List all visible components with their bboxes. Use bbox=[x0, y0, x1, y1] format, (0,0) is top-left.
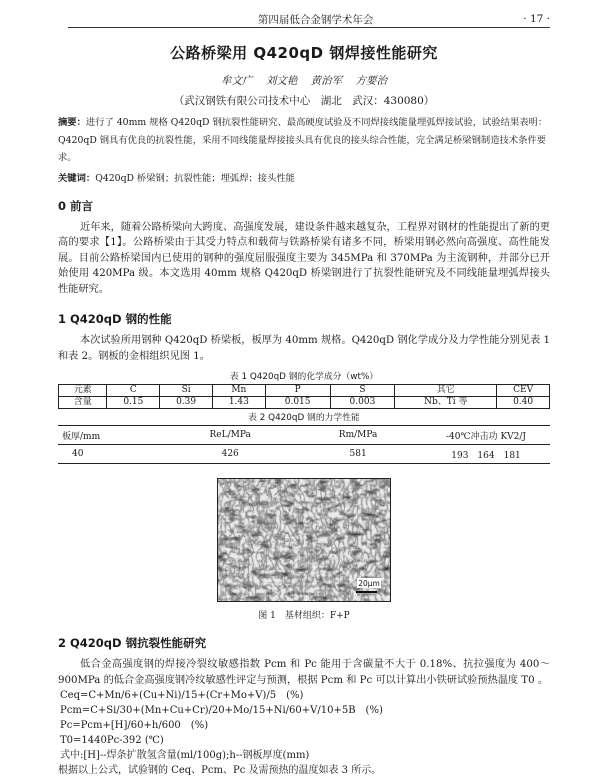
section-heading-2: 2 Q420qD 钢抗裂性能研究 bbox=[58, 636, 207, 650]
table-cell: 0.15 bbox=[107, 397, 160, 409]
table-header-row bbox=[59, 385, 550, 397]
section1-paragraph: 本次试验所用钢种 Q420qD 桥梁板，板厚为 40mm 规格。Q420qD 钢化学成分及力学性能分别见表 1 和表 2。钢板的金相组织见图 1。 bbox=[58, 335, 550, 362]
abstract-text: 进行了 40mm 规格 Q420qD 钢抗裂性能研究、最高硬度试验及不同焊接线能量埋弧焊接试验，试验结果表明：Q420qD 钢具有优良的抗裂性能，采用不同线能量焊接接头具有优良的接头综合性能，完全满足桥梁钢制造技术条件要求。 bbox=[58, 117, 548, 163]
page-number: · 17 · bbox=[523, 13, 550, 25]
formula-t0: T0=1440Pc-392 (℃) bbox=[60, 735, 164, 746]
author: 黄治军 bbox=[310, 75, 343, 87]
keywords bbox=[58, 170, 550, 184]
table-cell: 193 164 181 bbox=[422, 445, 550, 464]
formula-block bbox=[58, 688, 550, 763]
table-header-cell: Mn bbox=[212, 385, 265, 397]
section2-closing: 根据以上公式，试验钢的 Ceq、Pcm、Pc 及需预热的温度如表 3 所示。 bbox=[58, 765, 382, 776]
table-header-cell: Si bbox=[160, 385, 213, 397]
table-header-cell: S bbox=[330, 385, 395, 397]
table-cell: Nb、Ti 等 bbox=[395, 397, 497, 409]
affiliation: （武汉钢铁有限公司技术中心 湖北 武汉：430080） bbox=[173, 95, 435, 107]
table-header-cell: -40℃冲击功 KV2/J bbox=[422, 426, 550, 445]
paper-title: 公路桥梁用 Q420qD 钢焊接性能研究 bbox=[170, 44, 438, 62]
formula-pc: Pc=Pcm+[H]/60+h/600 (%) bbox=[60, 720, 209, 731]
author-list bbox=[58, 73, 550, 88]
table-cell: 426 bbox=[166, 445, 294, 464]
table-header-cell: 其它 bbox=[395, 385, 497, 397]
mechanical-properties-table bbox=[58, 425, 550, 464]
section2-paragraph: 低合金高强度钢的焊接冷裂纹敏感指数 Pcm 和 Pc 能用于含碳量不大于 0.18%、抗拉强度为 400～900MPa 的低合金高强度钢冷纹敏感性评定与预测，根据 Pcm 和 Pc 可以计算出小铁研试验预热温度 T0 。 bbox=[58, 659, 550, 686]
abstract-label: 摘要： bbox=[58, 117, 86, 128]
table-header-cell: C bbox=[107, 385, 160, 397]
author: 刘文艳 bbox=[265, 75, 298, 87]
table-cell: 含量 bbox=[59, 397, 107, 409]
table2-caption: 表 2 Q420qD 钢的力学性能 bbox=[248, 413, 360, 423]
table-header-cell: P bbox=[265, 385, 330, 397]
table-cell: 581 bbox=[294, 445, 422, 464]
intro-paragraph: 近年来，随着公路桥梁向大跨度、高强度发展，建设条件越来越复杂，工程界对钢材的性能提出了新的更高的要求【1】。公路桥梁由于其受力特点和载荷与铁路桥梁有诸多不同，桥梁用钢必然向高强度、高性能发展。目前公路桥梁国内已使用的钢种的强度屈服强度主要为 345MPa 和 370MPa 为主流钢种，并部分已开始使用 420MPa 级。本文选用 40mm 规格 Q420qD 桥梁钢进行了抗裂性能研究及不同线能量埋弧焊接头性能研究。 bbox=[58, 221, 550, 295]
table-row bbox=[59, 397, 550, 409]
table-header-cell: 元素 bbox=[59, 385, 107, 397]
conference-name: 第四届低合金钢学术年会 bbox=[257, 14, 374, 26]
table-cell: 0.003 bbox=[330, 397, 395, 409]
abstract bbox=[58, 114, 550, 167]
formula-pcm: Pcm=C+Si/30+(Mn+Cu+Cr)/20+Mo/15+Ni/60+V/10+5B (%) bbox=[60, 705, 383, 716]
section-heading-0: 0 前言 bbox=[58, 198, 94, 213]
formula-ceq: Ceq=C+Mn/6+(Cu+Ni)/15+(Cr+Mo+V)/5 (%) bbox=[60, 690, 304, 701]
keywords-text: Q420qD 桥梁钢；抗裂性能；埋弧焊；接头性能 bbox=[95, 172, 295, 184]
table-header-cell: Rm/MPa bbox=[294, 426, 422, 445]
table-header-row bbox=[58, 426, 550, 445]
table-header-cell: CEV bbox=[497, 385, 550, 397]
micrograph-figure bbox=[58, 478, 550, 602]
author: 牟文广 bbox=[220, 75, 253, 87]
scale-bar-label: 20μm bbox=[358, 579, 380, 588]
table-cell: 0.015 bbox=[265, 397, 330, 409]
micrograph-image bbox=[217, 478, 391, 602]
table-cell: 1.43 bbox=[212, 397, 265, 409]
table-header-cell: ReL/MPa bbox=[166, 426, 294, 445]
table-cell: 40 bbox=[58, 445, 166, 464]
formula-legend: 式中:[H]--焊条扩散氢含量(ml/100g);h--钢板厚度(mm) bbox=[60, 750, 310, 761]
table1-caption: 表 1 Q420qD 钢的化学成分（wt%） bbox=[229, 372, 379, 382]
running-header bbox=[68, 0, 550, 28]
table-cell: 0.39 bbox=[160, 397, 213, 409]
section-heading-1: 1 Q420qD 钢的性能 bbox=[58, 312, 172, 326]
author: 方要治 bbox=[355, 75, 388, 87]
keywords-label: 关键词： bbox=[58, 172, 96, 184]
table-row bbox=[58, 445, 550, 464]
figure1-caption: 图 1 基材组织：F+P bbox=[258, 611, 350, 621]
chemical-composition-table bbox=[58, 384, 550, 409]
table-header-cell: 板厚/mm bbox=[58, 426, 166, 445]
table-cell: 0.40 bbox=[497, 397, 550, 409]
